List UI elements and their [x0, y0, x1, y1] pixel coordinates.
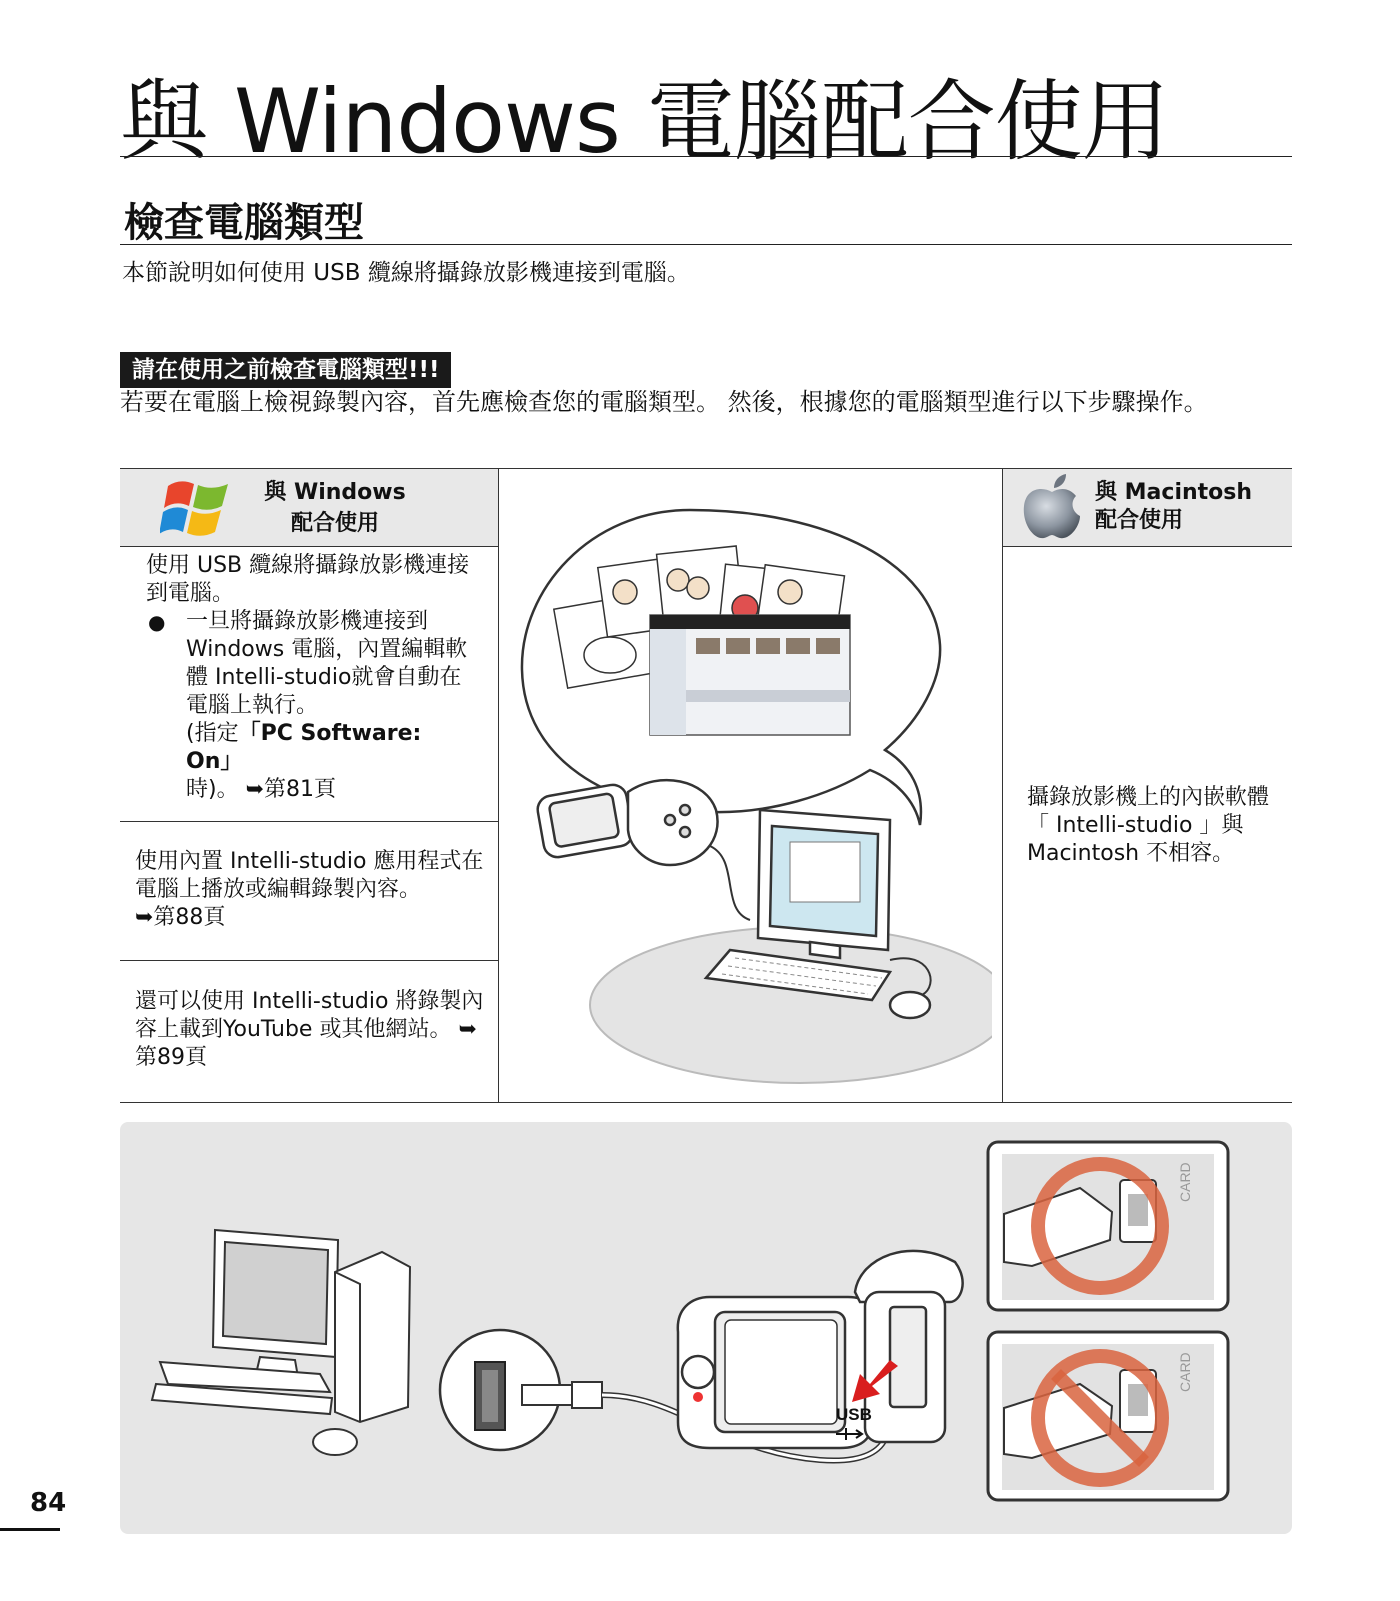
mouse-icon	[890, 992, 930, 1018]
row1-bullet	[146, 608, 486, 804]
row2-ref: ➥第88頁	[135, 905, 226, 930]
col-divider-left	[498, 468, 499, 1102]
camcorder-side-icon	[678, 1251, 963, 1448]
card-label-2: CARD	[1177, 1352, 1193, 1392]
wrong-insert-detail-1	[988, 1142, 1228, 1310]
apple-logo-icon	[1020, 474, 1084, 542]
section-heading: 檢查電腦類型	[124, 200, 364, 246]
windows-header-rule	[120, 546, 498, 547]
row1-note-prefix: (指定	[186, 721, 239, 746]
col-divider-right	[1002, 468, 1003, 1102]
mac-header-rule	[1002, 546, 1292, 547]
mac-text: 攝錄放影機上的內嵌軟體「 Intelli-studio 」與 Macintosh 不相容。	[1027, 785, 1270, 866]
row1-note-suffix: 時)。 ➥第81頁	[186, 777, 337, 802]
usb-label: USB	[836, 1405, 872, 1424]
windows-header-line2: 配合使用	[290, 511, 379, 536]
row1-bullet-text: 一旦將攝錄放影機連接到 Windows 電腦，內置編輯軟體 Intelli-studio就會自動在電腦上執行。	[186, 609, 468, 718]
intro-text: 本節說明如何使用 USB 纜線將攝錄放影機連接到電腦。	[122, 260, 690, 286]
page-title: 與 Windows 電腦配合使用	[120, 70, 1169, 173]
windows-header-line1: 與 Windows	[264, 480, 406, 505]
row1-note-bold: 「PC Software: On」	[186, 721, 422, 774]
notice-body: 若要在電腦上檢視錄製內容，首先應檢查您的電腦類型。 然後，根據您的電腦類型進行以下步驟操作。	[120, 388, 1208, 416]
notice-banner: 請在使用之前檢查電腦類型!!!	[120, 352, 451, 388]
page-number-rule	[0, 1528, 60, 1531]
row3-text: 還可以使用 Intelli-studio 將錄製內容上載到YouTube 或其他網站。 ➥第89頁	[135, 989, 484, 1070]
row1-intro: 使用 USB 纜線將攝錄放影機連接到電腦。	[146, 553, 470, 606]
wrong-insert-detail-2	[988, 1332, 1228, 1500]
mac-header-line2: 配合使用	[1095, 508, 1184, 533]
row1-cell	[146, 552, 486, 804]
pc-connection-illustration	[510, 480, 992, 1090]
camcorder-icon	[535, 780, 717, 865]
title-rule	[120, 156, 1292, 157]
card-label-1: CARD	[1177, 1162, 1193, 1202]
bullet-icon: ●	[148, 610, 166, 634]
row1-rule	[120, 821, 498, 822]
usb-connection-diagram	[120, 1122, 1292, 1534]
monitor-icon	[758, 810, 890, 958]
table-bottom-rule	[120, 1102, 1292, 1103]
page-number: 84	[30, 1488, 67, 1518]
row2-rule	[120, 960, 498, 961]
windows-logo-icon	[160, 476, 232, 540]
desktop-pc-icon	[152, 1230, 410, 1455]
mac-header-line1: 與 Macintosh	[1095, 480, 1253, 505]
row2-cell	[135, 848, 485, 932]
row2-text: 使用內置 Intelli-studio 應用程式在電腦上播放或編輯錄製內容。	[135, 849, 484, 902]
section-rule	[120, 244, 1292, 245]
table-top-rule	[120, 468, 1292, 469]
